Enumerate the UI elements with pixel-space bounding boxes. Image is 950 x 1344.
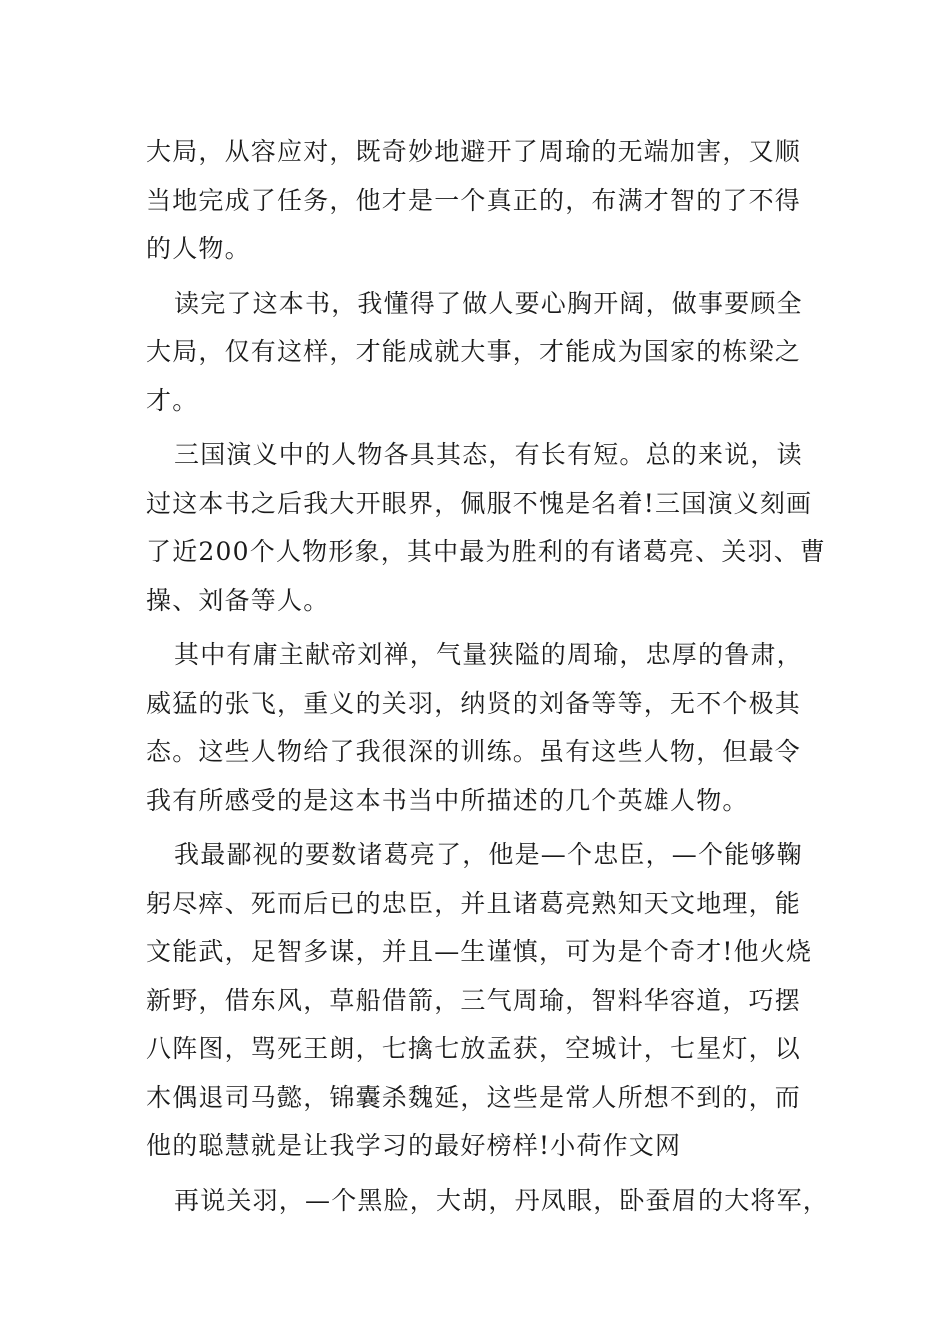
text-line: 才。 <box>146 385 199 415</box>
text-line: 大局，仅有这样，才能成就大事，才能成为国家的栋梁之 <box>146 337 802 366</box>
text-line: 其中有庸主献帝刘禅，气量狭隘的周瑜，忠厚的鲁肃， <box>174 640 803 669</box>
article-body <box>146 128 830 1225</box>
text-line: 威猛的张飞，重义的关羽，纳贤的刘备等等，无不个极其 <box>146 688 802 718</box>
paragraph <box>146 431 826 625</box>
text-line: 文能武，足智多谋，并且—生谨慎，可为是个奇才!他火烧 <box>146 937 813 966</box>
paragraph <box>146 1177 830 1226</box>
text-line: 的人物。 <box>146 234 251 263</box>
text-line: 操、刘备等人。 <box>146 585 330 615</box>
paragraph <box>146 128 826 274</box>
text-line: 新野，借东风，草船借箭，三气周瑜，智料华容道，巧摆 <box>146 985 802 1015</box>
paragraph <box>146 831 826 1171</box>
text-line: 躬尽瘁、死而后已的忠臣，并且诸葛亮熟知天文地理，能 <box>146 888 802 918</box>
text-line: 我最鄙视的要数诸葛亮了，他是—个忠臣，—个能够鞠 <box>174 840 803 869</box>
text-line: 当地完成了任务，他才是一个真正的，布满才智的了不得 <box>146 185 802 215</box>
text-line: 了近200个人物形象，其中最为胜利的有诸葛亮、关羽、曹 <box>146 537 827 566</box>
text-line: 三国演义中的人物各具其态，有长有短。总的来说，读 <box>174 440 803 469</box>
text-line: 他的聪慧就是让我学习的最好榜样!小荷作文网 <box>146 1131 682 1160</box>
text-line: 读完了这本书，我懂得了做人要心胸开阔，做事要顾全 <box>174 288 803 318</box>
text-line: 大局，从容应对，既奇妙地避开了周瑜的无端加害，又顺 <box>146 137 802 166</box>
paragraph <box>146 631 826 825</box>
text-line: 我有所感受的是这本书当中所描述的几个英雄人物。 <box>146 785 749 815</box>
text-line: 再说关羽，—个黑脸，大胡，丹凤眼，卧蚕眉的大将军， <box>174 1185 830 1215</box>
text-line: 八阵图，骂死王朗，七擒七放孟获，空城计，七星灯，以 <box>146 1034 802 1063</box>
text-line: 态。这些人物给了我很深的训练。虽有这些人物，但最令 <box>146 737 802 766</box>
text-line: 木偶退司马懿，锦囊杀魏延，这些是常人所想不到的，而 <box>146 1082 802 1112</box>
text-line: 过这本书之后我大开眼界，佩服不愧是名着!三国演义刻画 <box>146 488 813 518</box>
paragraph <box>146 280 826 426</box>
